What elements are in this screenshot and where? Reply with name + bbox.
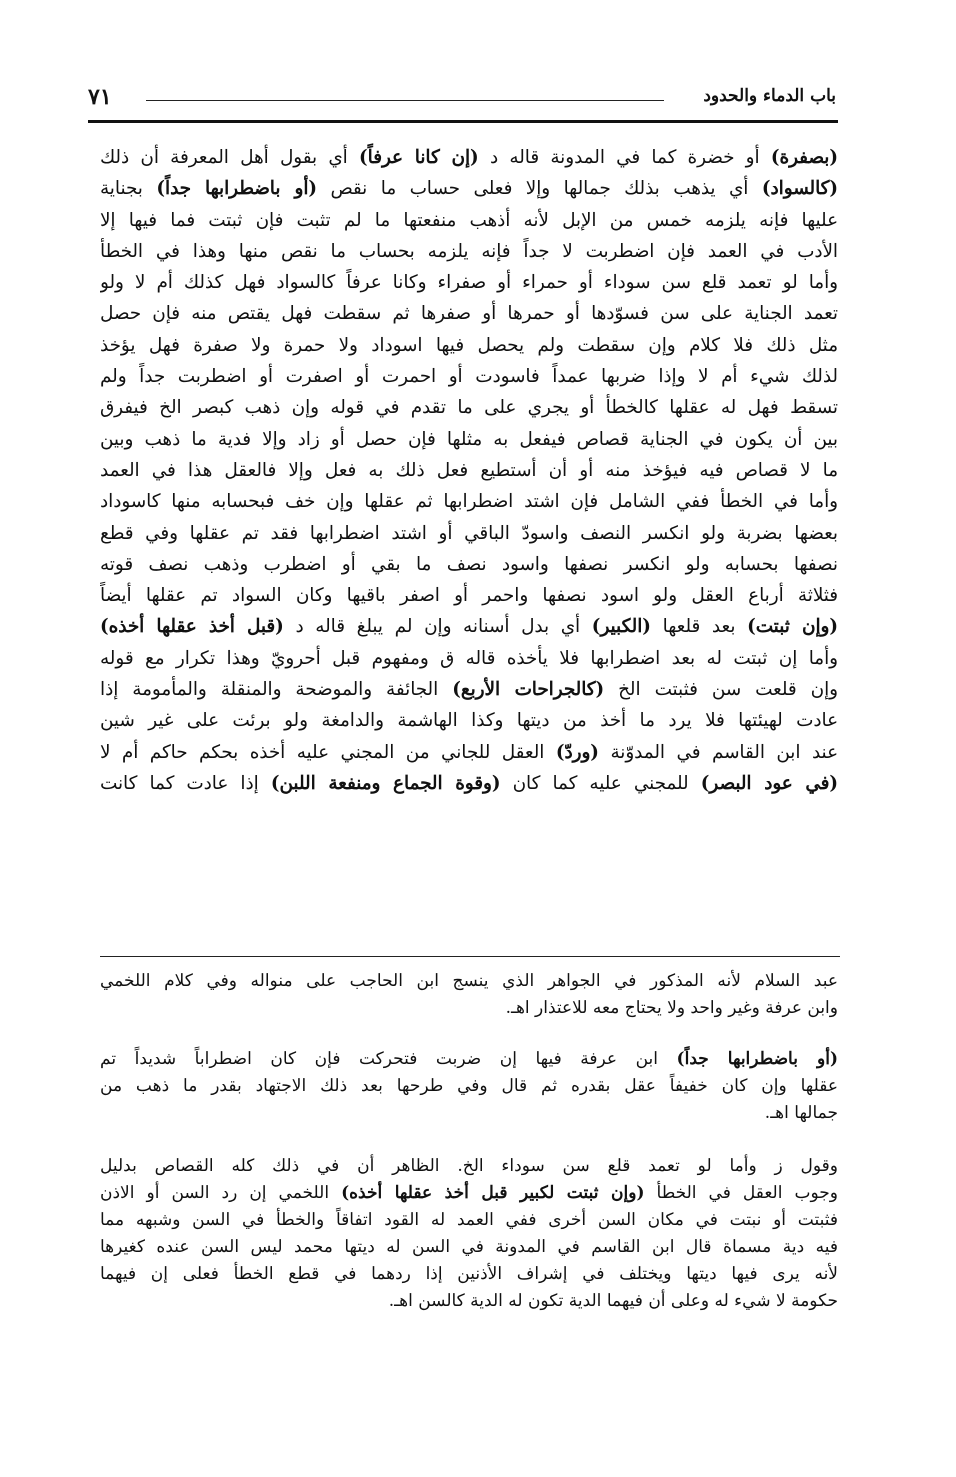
header-rule	[88, 120, 838, 123]
text-run: وإن قلعت سن فثبتت الخ	[604, 679, 838, 701]
footnote-1	[100, 968, 838, 1022]
page-number: ٧١	[88, 84, 112, 110]
text-run: ابن عرفة فيها إن ضربت فتحركت فإن كان اضطراباً شديداً تم	[100, 1049, 677, 1069]
text-line	[100, 424, 838, 455]
text-run: بين أن يكون في الجناية قصاص فيفعل به مثلها فإن حصل أو زاد وإلا فدية ما ذهب وبين	[100, 428, 838, 450]
text-line	[100, 205, 838, 236]
text-run: فثبتت أو نبتت في مكان السن أخرى ففي العمد له القود اتفاقاً والخطأ في السن وشبهه مما	[100, 1210, 838, 1230]
text-line	[100, 518, 838, 549]
text-run: أي بقول أهل المعرفة أن ذلك	[100, 147, 359, 168]
text-line	[100, 674, 838, 705]
footnote-3	[100, 1153, 838, 1315]
text-line	[100, 1234, 838, 1261]
bold-lemma: (وردّ)	[555, 741, 599, 763]
text-line	[100, 173, 838, 204]
text-line	[100, 361, 838, 392]
text-run: حكومة لا شيء له وعلى أن فيهما الدية تكون له الدية كالسن اهـ.	[388, 1291, 838, 1311]
text-run: أو خضرة كما في المدونة قاله د	[478, 147, 771, 168]
text-line	[100, 486, 838, 517]
header-dash-rule	[146, 100, 664, 101]
text-line	[100, 236, 838, 267]
text-run: مثل ذلك فلا كلام وإن سقطت ولم يحصل فيها اسوداد ولا حمرة ولا صفرة فهل يؤخذ	[100, 334, 838, 356]
text-line	[100, 298, 838, 329]
text-line	[100, 737, 838, 768]
text-line	[100, 968, 838, 995]
text-line	[100, 455, 838, 486]
text-line	[100, 330, 838, 361]
text-run: نصفها بحسابه ولو انكسر نصفها واسود نصف ما بقي أو اضطرب وذهب نصف قوته	[100, 553, 838, 575]
bold-lemma: (وإن ثبتت لكبير قبل أخذ عقلها أخذه)	[341, 1183, 645, 1203]
text-line	[100, 267, 838, 298]
text-run: تسقط فهل له عقلها كالخطأ أو يجري على ما تقدم في قوله وإن ذهب كبصر الخ فيفرق	[100, 397, 838, 419]
text-run: عادت لهيئتها فلا يرد ما أخذ من ديتها وكذا الهاشمة والدامغة ولو برئت على غير شين	[100, 710, 838, 732]
text-run: جمالها اهـ.	[764, 1103, 838, 1123]
running-header	[88, 86, 836, 116]
text-run: فيه دية مسماة قال ابن القاسم في المدونة في السن له ديتها محمد ليس السن عنده كغيرها	[100, 1237, 838, 1257]
bold-lemma: (أو باضطرابها جداً)	[676, 1049, 838, 1069]
text-line	[100, 1073, 838, 1100]
bold-lemma: (أو باضطرابها جداً)	[156, 178, 318, 200]
bold-lemma: (كالجراحات الأربع)	[452, 679, 605, 701]
bold-lemma: (وقوة الجماع ومنفعة اللبن)	[270, 772, 501, 794]
text-line	[100, 995, 838, 1022]
text-line	[100, 611, 838, 642]
text-run: وأما في الخطأ ففي الشامل فإن اشتد اضطرابها ثم عقلها وإن خف فبحسابه منها كاسوداد	[100, 491, 838, 513]
text-run: أي بدل أسنانه وإن لم يبلغ قاله د	[283, 616, 592, 638]
text-run: وقول ز وأما لو تعمد قلع سن سوداء الخ. الظاهر أن في ذلك كله القصاص بدليل	[100, 1156, 838, 1176]
footnote-separator	[100, 956, 840, 957]
bold-lemma: (وإن ثبتت)	[747, 616, 838, 638]
text-line	[100, 142, 838, 173]
text-run: وابن عرفة وغير واحد ولا يحتاج معه للاعتذار اهـ.	[505, 998, 838, 1018]
bold-lemma: (بصفرة)	[770, 147, 838, 168]
text-line	[100, 1261, 838, 1288]
bold-lemma: (كالسواد)	[761, 178, 838, 200]
bold-lemma: (في عود البصر)	[700, 772, 838, 794]
bold-lemma: (الكبير)	[591, 616, 651, 638]
text-run: وجوب العقل في الخطأ	[644, 1183, 838, 1203]
text-run: الجائفة والموضحة والمنقلة والمأمومة إذا	[100, 679, 453, 701]
footnote-2	[100, 1046, 838, 1127]
text-run: الأدب في العمد فإن اضطربت لا جداً فإنه يلزمه بحساب ما نقص منها وهذا في الخطأ	[100, 240, 838, 262]
text-line	[100, 1100, 838, 1127]
text-line	[100, 1153, 838, 1180]
text-run: لأنه يرى فيها ديتها ويختلف في إشراف الأذنين إذا ردهما في قطع الخطأ فعلى إن فيهما	[100, 1264, 838, 1284]
text-run: وأما لو تعمد قلع سن سوداء أو حمراء أو صفراء وكانا عرفاً كالسواد فهل كذلك أم لا ولو	[100, 272, 838, 294]
text-run: بجناية	[100, 178, 157, 200]
text-line	[100, 1046, 838, 1073]
chapter-title: باب الدماء والحدود	[703, 86, 836, 106]
text-line	[100, 705, 838, 736]
text-run: اللخمي إن رد السن أو الاذن	[100, 1183, 342, 1203]
text-run: تعمد الجناية على سن فسوّدها أو حمرها أو صفرها ثم سقطت فهل يقتص منه فإن حصل	[100, 303, 838, 325]
bold-lemma: (قبل أخذ عقلها أخذه)	[100, 616, 284, 638]
text-run: فثلاثة أرباع العقل ولو اسود نصفها واحمر أو اصفر باقيها وكان السواد تم عقلها أيضاً	[100, 585, 838, 607]
text-run: للمجني عليه كما كان	[500, 772, 701, 794]
text-run: لذلك شيء أم لا وإذا ضربها عمداً فاسودت أو احمرت أو اصفرت أو اضطربت جداً ولم	[100, 366, 838, 388]
text-run: عبد السلام لأنه المذكور في الجواهر الذي ينسج ابن الحاجب على منواله وفي كلام اللخمي	[100, 971, 838, 991]
text-run: العقل للجاني من المجني عليه أخذه بحكم حاكم أم لا	[100, 741, 556, 763]
text-run: وأما إن ثبتت له بعد اضطرابها فلا يأخذه قاله ق ومفهوم قبل أحرويّ وهذا تكرار مع قوله	[100, 647, 838, 669]
bold-lemma: (إن كانا عرفاً)	[358, 147, 479, 168]
text-line	[100, 549, 838, 580]
text-line	[100, 1207, 838, 1234]
text-run: بعضها بضربة ولو انكسر النصف واسودّ الباقي أو اشتد اضطرابها فقد تم عقلها وفي قطع	[100, 522, 838, 544]
text-line	[100, 1288, 838, 1315]
text-line	[100, 1180, 838, 1207]
text-run: عند ابن القاسم في المدوّنة	[598, 741, 838, 763]
text-line	[100, 580, 838, 611]
text-run: ما لا قصاص فيه فيؤخذ منه أو أن أستطيع فعل ذلك به فعل وإلا فالعقل هذا في العمد	[100, 459, 838, 481]
text-run: إذا عادت كما كانت	[100, 772, 271, 794]
text-run: بعد قلعها	[650, 616, 748, 638]
main-text	[100, 142, 838, 799]
text-line	[100, 643, 838, 674]
text-run: عقلها وإن كان خفيفاً عقل بقدره ثم قال وفي طرحها بعد ذلك الاجتهاد بقدر ما ذهب من	[100, 1076, 838, 1096]
text-run: عليها فإنه يلزمه خمس من الإبل لأنه أذهب منفعتها ما لم تثبت فإن ثبتت فما فيها إلا	[100, 209, 838, 231]
text-run: أي يذهب بذلك جمالها وإلا فعلى حساب ما نقص	[317, 178, 762, 200]
text-line	[100, 768, 838, 799]
text-line	[100, 392, 838, 423]
